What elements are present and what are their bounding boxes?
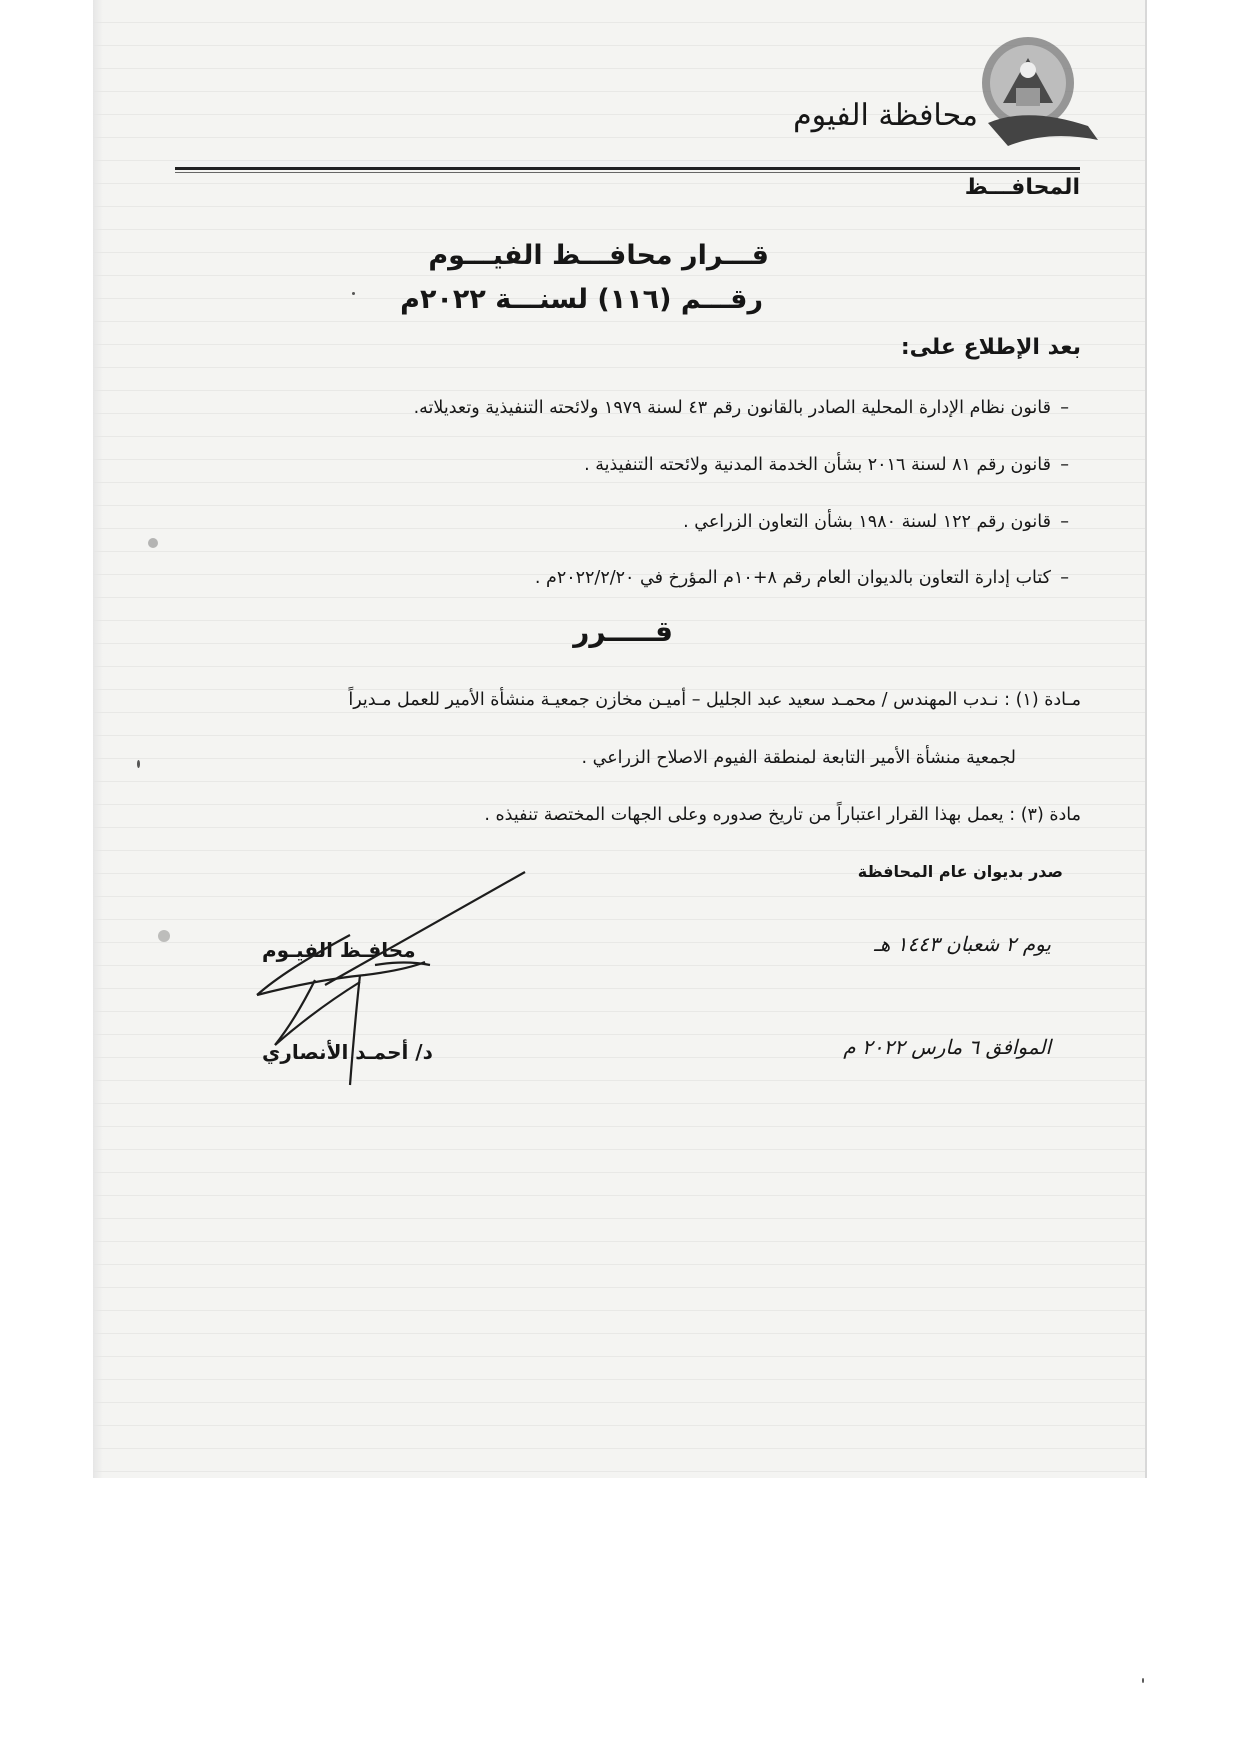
list-bullet: – xyxy=(1060,398,1069,418)
article-3: مادة (٣) : يعمل بهذا القرار اعتباراً من تاريخ صدوره وعلى الجهات المختصة تنفيذه . xyxy=(484,805,1081,825)
preamble-item: قانون رقم ١٢٢ لسنة ١٩٨٠ بشأن التعاون الزراعي . xyxy=(683,512,1051,532)
article-1-continued: لجمعية منشأة الأمير التابعة لمنطقة الفيوم الاصلاح الزراعي . xyxy=(581,748,1016,768)
signatory-title: محافـظ الفيـوم xyxy=(262,938,416,962)
gregorian-date: الموافق ٦ مارس ٢٠٢٢ م xyxy=(843,1035,1051,1059)
list-bullet: – xyxy=(1060,455,1069,475)
header-divider xyxy=(175,167,1080,170)
document-page xyxy=(93,0,1147,1478)
governorate-emblem-icon xyxy=(948,28,1108,158)
list-bullet: – xyxy=(1060,512,1069,532)
scan-edge xyxy=(93,0,103,1478)
signatory-name: د/ أحمـد الأنصاري xyxy=(262,1040,433,1064)
governorate-name: محافظة الفيوم xyxy=(793,98,978,133)
decision-title: قـــرار محافـــظ الفيـــوم xyxy=(428,240,769,271)
list-bullet: – xyxy=(1060,568,1069,588)
scan-mark xyxy=(137,760,140,768)
header-divider-thin xyxy=(175,172,1080,173)
preamble-heading: بعد الإطلاع على: xyxy=(900,335,1081,360)
scan-mark xyxy=(1142,1678,1144,1683)
hijri-date: يوم ٢ شعبان ١٤٤٣ هـ xyxy=(873,932,1051,956)
preamble-item: كتاب إدارة التعاون بالديوان العام رقم ٨+١٠م المؤرخ في ٢٠٢٢/٢/٢٠م . xyxy=(534,568,1051,588)
preamble-item: قانون رقم ٨١ لسنة ٢٠١٦ بشأن الخدمة المدنية ولائحته التنفيذية . xyxy=(584,455,1051,475)
decision-heading: قـــــرر xyxy=(573,615,673,648)
issued-at-label: صدر بديوان عام المحافظة xyxy=(857,862,1063,881)
scan-mark xyxy=(352,292,355,295)
article-1: مـادة (١) : نـدب المهندس / محمـد سعيد عبد الجليل – أميـن مخازن جمعيـة منشأة الأمير للعمل مـديراً xyxy=(348,690,1081,710)
handwritten-signature xyxy=(255,870,535,1090)
decision-number: رقـــم (١١٦) لسنـــة ٢٠٢٢م xyxy=(400,284,763,315)
scan-mark xyxy=(148,538,158,548)
preamble-item: قانون نظام الإدارة المحلية الصادر بالقانون رقم ٤٣ لسنة ١٩٧٩ ولائحته التنفيذية وتعديلاته. xyxy=(413,398,1051,418)
scan-mark xyxy=(158,930,170,942)
office-label: المحافـــظ xyxy=(964,175,1080,200)
